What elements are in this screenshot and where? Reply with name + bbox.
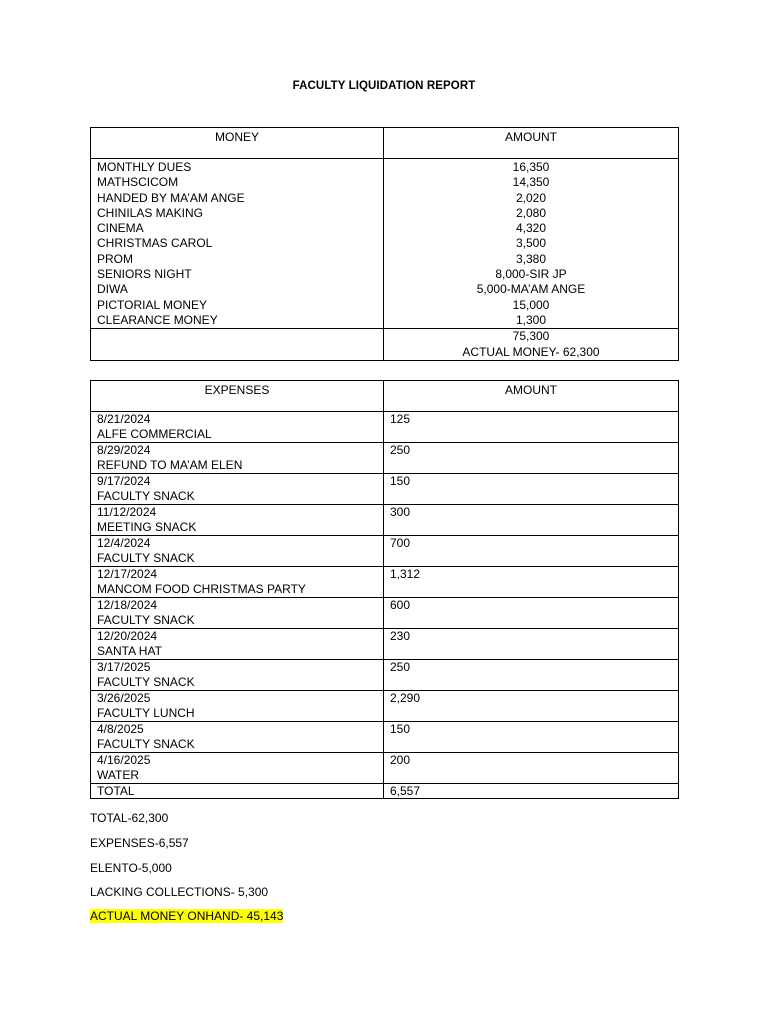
expense-cell — [91, 412, 384, 443]
table-row — [91, 691, 679, 722]
expense-desc: FACULTY SNACK — [97, 737, 195, 751]
table-row — [91, 567, 679, 598]
money-amount: 14,350 — [512, 175, 550, 190]
table-row — [91, 753, 679, 784]
expense-desc: FACULTY SNACK — [97, 613, 195, 627]
expense-amount: 300 — [384, 505, 679, 536]
expense-desc: SANTA HAT — [97, 644, 162, 658]
expense-desc: FACULTY SNACK — [97, 489, 195, 503]
summary-lacking-collections: LACKING COLLECTIONS- 5,300 — [90, 885, 269, 899]
money-label: HANDED BY MA’AM ANGE — [97, 190, 245, 205]
expense-amount: 2,290 — [384, 691, 679, 722]
summary-total: TOTAL-62,300 — [90, 811, 169, 825]
money-label: CLEARANCE MONEY — [97, 312, 218, 327]
expense-cell — [91, 536, 384, 567]
expense-desc: FACULTY SNACK — [97, 675, 195, 689]
expense-cell — [91, 660, 384, 691]
expense-date: 8/21/2024 — [97, 412, 151, 426]
expenses-total-amount: 6,557 — [384, 784, 679, 799]
expense-date: 4/8/2025 — [97, 722, 144, 736]
expenses-total-label: TOTAL — [91, 784, 384, 799]
money-label: MATHSCICOM — [97, 175, 179, 190]
money-table — [90, 127, 679, 361]
money-labels-cell — [91, 159, 384, 329]
expense-amount: 250 — [384, 660, 679, 691]
expense-cell — [91, 474, 384, 505]
table-row — [91, 505, 679, 536]
expense-amount: 250 — [384, 443, 679, 474]
actual-money: ACTUAL MONEY- 62,300 — [462, 344, 600, 359]
table-row — [91, 660, 679, 691]
table-row — [91, 536, 679, 567]
money-amounts-cell — [384, 159, 679, 329]
table-row — [91, 722, 679, 753]
money-amount: 2,020 — [515, 190, 547, 205]
expense-date: 4/16/2025 — [97, 753, 151, 767]
money-amount: 2,080 — [515, 205, 547, 220]
money-table-header-row — [91, 128, 679, 159]
report-title: FACULTY LIQUIDATION REPORT — [292, 80, 476, 92]
expense-desc: ALFE COMMERCIAL — [97, 427, 212, 441]
expense-cell — [91, 567, 384, 598]
expense-amount: 200 — [384, 753, 679, 784]
expense-amount: 150 — [384, 722, 679, 753]
money-label: MONTHLY DUES — [97, 160, 192, 174]
money-total-row — [91, 329, 679, 361]
expense-desc: FACULTY LUNCH — [97, 706, 195, 720]
expense-cell — [91, 443, 384, 474]
money-label: PICTORIAL MONEY — [97, 297, 208, 312]
expense-date: 11/12/2024 — [97, 505, 157, 519]
money-amount: 8,000-SIR JP — [495, 267, 567, 282]
money-label: PROM — [97, 251, 133, 266]
money-label: DIWA — [97, 282, 128, 297]
expense-date: 3/26/2025 — [97, 691, 151, 705]
money-amount: 4,320 — [515, 221, 547, 236]
expense-desc: WATER — [97, 768, 139, 782]
expense-cell — [91, 629, 384, 660]
expenses-column-header: EXPENSES — [91, 381, 384, 412]
expenses-table-header-row — [91, 381, 679, 412]
expense-date: 12/18/2024 — [97, 598, 158, 612]
expense-desc: REFUND TO MA’AM ELEN — [97, 458, 243, 472]
expense-date: 9/17/2024 — [97, 474, 151, 488]
money-amount: 3,380 — [515, 251, 547, 266]
expense-cell — [91, 691, 384, 722]
money-total-empty-cell — [91, 329, 384, 361]
expenses-total-row — [91, 784, 679, 799]
money-label: CHINILAS MAKING — [97, 205, 204, 220]
expense-amount: 1,312 — [384, 567, 679, 598]
expense-cell — [91, 598, 384, 629]
expense-desc: FACULTY SNACK — [97, 551, 195, 565]
money-label: SENIORS NIGHT — [97, 267, 192, 282]
expense-amount: 700 — [384, 536, 679, 567]
expense-date: 3/17/2025 — [97, 660, 151, 674]
money-label: CHRISTMAS CAROL — [97, 236, 213, 251]
money-total: 75,300 — [512, 329, 550, 344]
expense-cell — [91, 722, 384, 753]
expense-amount: 150 — [384, 474, 679, 505]
summary-actual-onhand-line — [90, 909, 283, 923]
expense-desc: MEETING SNACK — [97, 520, 197, 534]
money-amount: 16,350 — [512, 160, 550, 174]
table-row — [91, 443, 679, 474]
table-row — [91, 474, 679, 505]
expense-date: 12/17/2024 — [97, 567, 158, 581]
expense-cell — [91, 753, 384, 784]
money-amount: 15,000 — [512, 297, 550, 312]
money-amount: 5,000-MA’AM ANGE — [476, 282, 586, 297]
money-amount: 1,300 — [515, 312, 547, 327]
expense-date: 8/29/2024 — [97, 443, 151, 457]
expense-amount: 125 — [384, 412, 679, 443]
money-amount: 3,500 — [515, 236, 547, 251]
money-label: CINEMA — [97, 221, 144, 236]
amount-column-header: AMOUNT — [384, 128, 679, 159]
expense-date: 12/4/2024 — [97, 536, 151, 550]
expense-cell — [91, 505, 384, 536]
table-row — [91, 629, 679, 660]
money-table-body — [91, 159, 679, 329]
expense-amount: 230 — [384, 629, 679, 660]
expense-date: 12/20/2024 — [97, 629, 158, 643]
summary-actual-onhand: ACTUAL MONEY ONHAND- 45,143 — [90, 909, 284, 923]
table-row — [91, 412, 679, 443]
summary-elento: ELENTO-5,000 — [90, 861, 172, 875]
expenses-table — [90, 380, 679, 799]
expense-amount-column-header: AMOUNT — [384, 381, 679, 412]
money-total-cell — [384, 329, 679, 361]
money-column-header: MONEY — [91, 128, 384, 159]
summary-expenses: EXPENSES-6,557 — [90, 836, 189, 850]
expense-desc: MANCOM FOOD CHRISTMAS PARTY — [97, 582, 306, 596]
expense-amount: 600 — [384, 598, 679, 629]
table-row — [91, 598, 679, 629]
